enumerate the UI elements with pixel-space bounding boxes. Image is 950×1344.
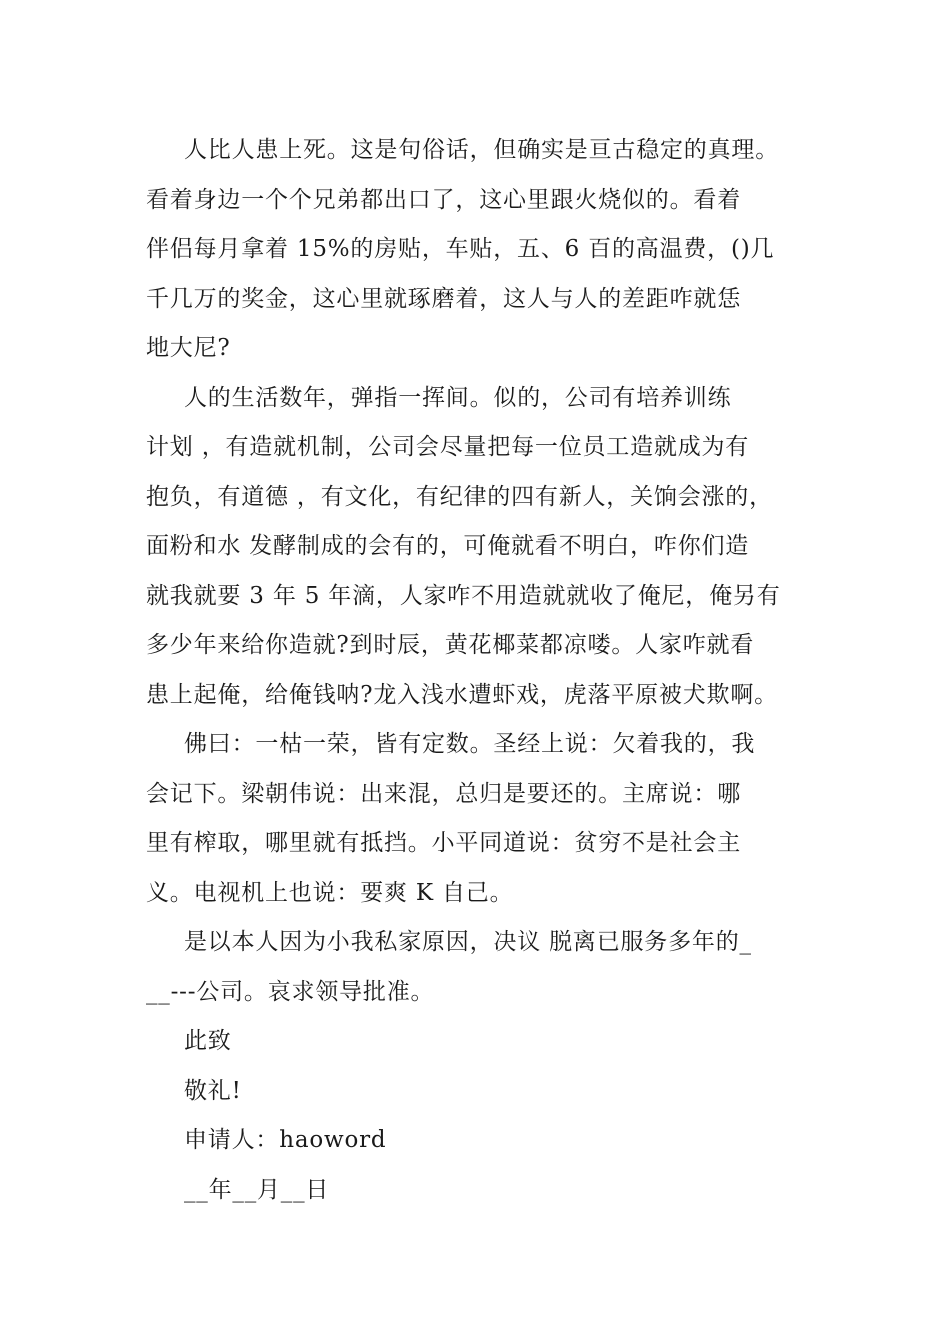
text-line: 就我就要 3 年 5 年滴，人家咋不用造就就收了俺尼，俺另有 (146, 582, 781, 609)
text-line: 抱负，有道德 ，有文化，有纪律的四有新人，关饷会涨的， (146, 483, 773, 510)
closing-line: 此致 (184, 1028, 232, 1054)
text-line: 伴侣每月拿着 15%的房贴，车贴，五、6 百的高温费，()几 (146, 236, 775, 262)
date-line: __年__月__日 (184, 1176, 330, 1203)
text-line: 多少年来给你造就?到时辰，黄花椰菜都凉喽。人家咋就看 (146, 632, 755, 658)
letter-body (146, 126, 816, 1215)
text-line: 地大尼? (146, 335, 231, 361)
text-line: __---公司。哀求领导批准。 (146, 978, 435, 1005)
text-line: 里有榨取，哪里就有抵挡。小平同道说：贫穷不是社会主 (146, 830, 741, 856)
text-line: 面粉和水 发酵制成的会有的，可俺就看不明白，咋你们造 (146, 533, 750, 559)
text-line: 会记下。梁朝伟说：出来混，总归是要还的。主席说：哪 (146, 780, 741, 807)
applicant-line: 申请人：haoword (184, 1127, 387, 1153)
text-line: 千几万的奖金，这心里就琢磨着，这人与人的差距咋就恁 (146, 285, 741, 312)
text-line: 看着身边一个个兄弟都出口了，这心里跟火烧似的。看着 (146, 186, 741, 213)
text-line: 患上起俺，给俺钱呐?龙入浅水遭虾戏，虎落平原被犬欺啊。 (146, 681, 778, 708)
salutation-line: 敬礼! (184, 1077, 242, 1104)
text-line: 人的生活数年，弹指一挥间。似的，公司有培养训练 (184, 384, 732, 411)
text-line: 是以本人因为小我私家原因，决议 脱离已服务多年的_ (184, 929, 752, 955)
text-line: 计划 ，有造就机制，公司会尽量把每一位员工造就成为有 (146, 434, 750, 460)
text-line: 佛曰：一枯一荣，皆有定数。圣经上说：欠着我的，我 (184, 731, 756, 757)
text-line: 义。电视机上也说：要爽 K 自己。 (146, 879, 514, 906)
text-line: 人比人患上死。这是句俗话，但确实是亘古稳定的真理。 (184, 137, 779, 163)
